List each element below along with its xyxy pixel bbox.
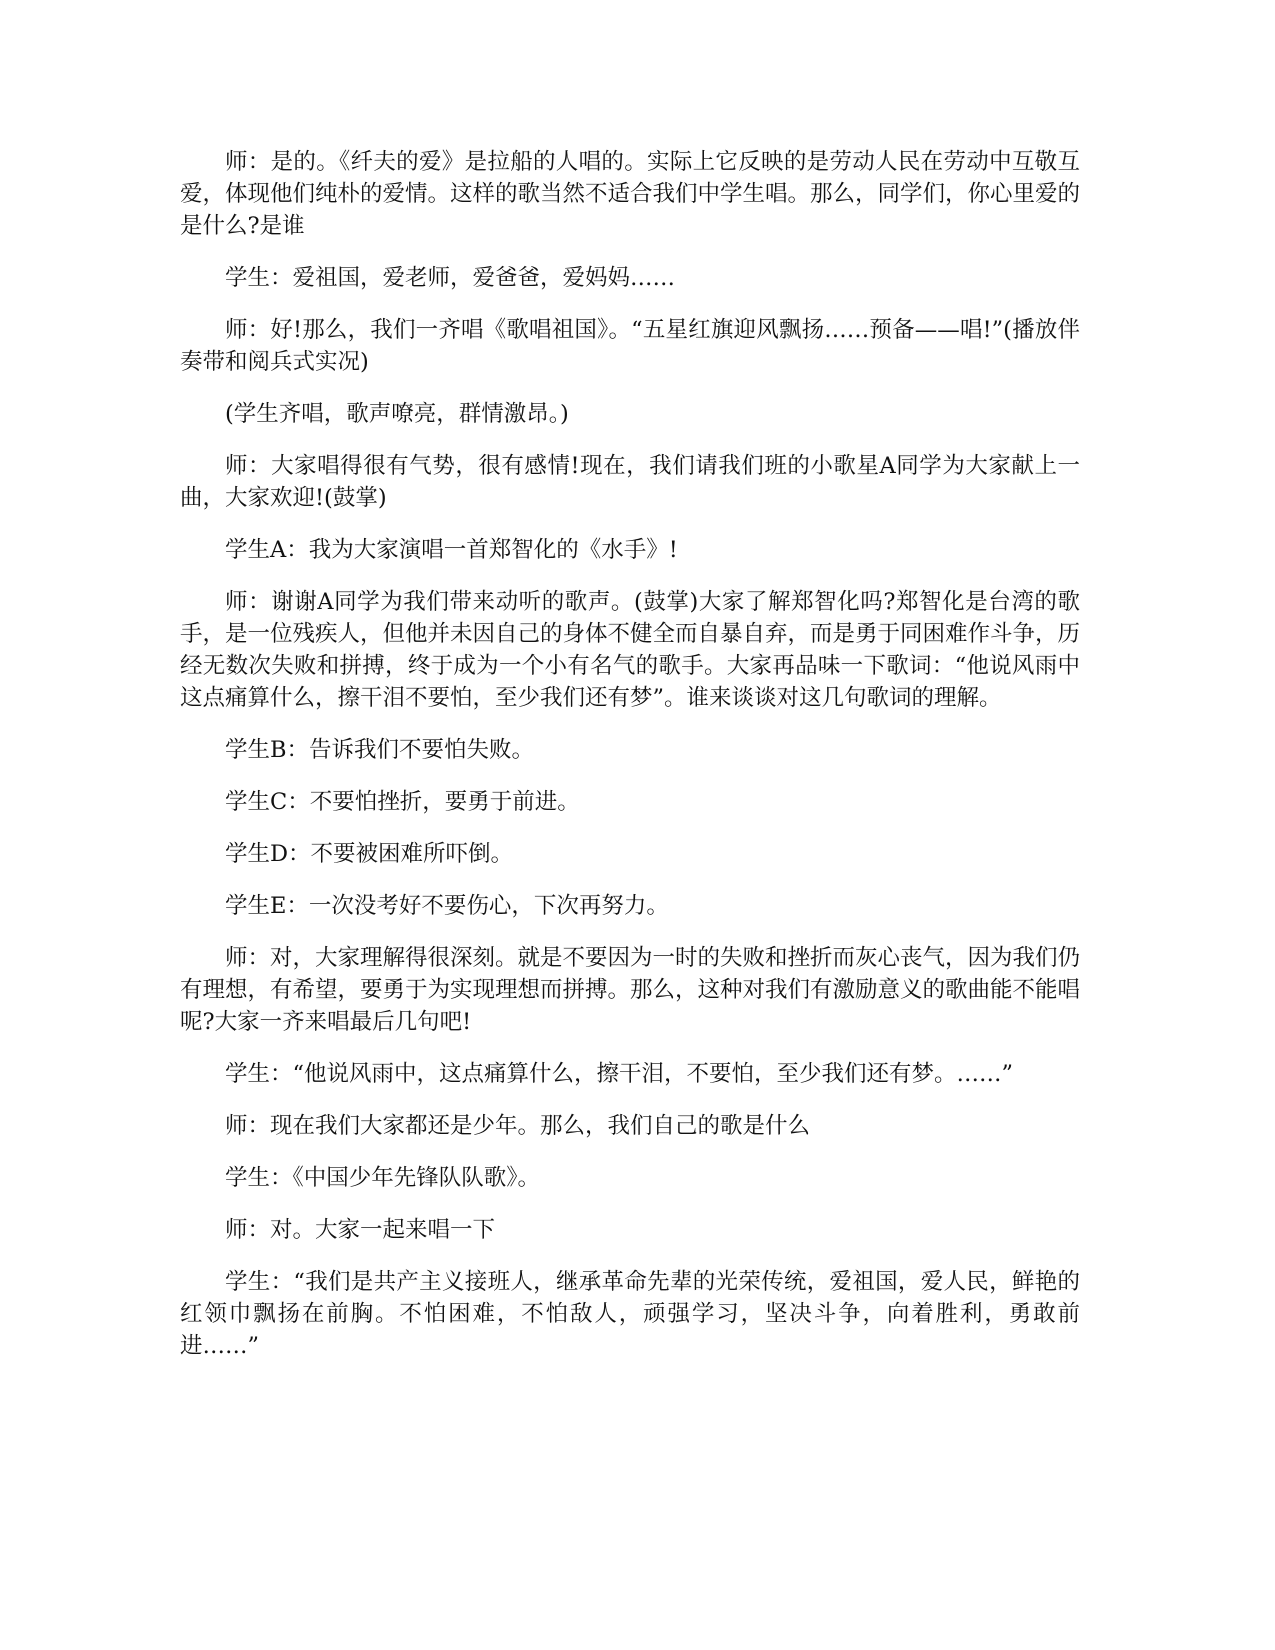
paragraph-students-pioneer: 学生：《中国少年先锋队队歌》。	[225, 1165, 541, 1191]
document-body	[180, 146, 1080, 1382]
paragraph-teacher-invite: 师：大家唱得很有气势，很有感情!现在，我们请我们班的小歌星A同学为大家献上一曲，大家欢迎!(鼓掌)	[180, 453, 1080, 511]
paragraph-student-b: 学生B：告诉我们不要怕失败。	[225, 737, 535, 763]
paragraph-teacher-youth: 师：现在我们大家都还是少年。那么，我们自己的歌是什么	[225, 1113, 811, 1139]
paragraph-teacher-sing-motherland: 师：好!那么，我们一齐唱《歌唱祖国》。“五星红旗迎风飘扬……预备——唱!”(播放伴奏带和阅兵式实况)	[180, 317, 1080, 375]
paragraph-teacher-sing-together: 师：对。大家一起来唱一下	[225, 1217, 496, 1243]
paragraph-student-answer: 学生：爱祖国，爱老师，爱爸爸，爱妈妈……	[225, 265, 676, 291]
paragraph-student-e: 学生E：一次没考好不要伤心，下次再努力。	[225, 893, 669, 919]
paragraph-student-d: 学生D：不要被困难所吓倒。	[225, 841, 514, 867]
paragraph-students-sing: 学生：“他说风雨中，这点痛算什么，擦干泪，不要怕，至少我们还有梦。……”	[225, 1061, 1014, 1087]
paragraph-students-anthem: 学生：“我们是共产主义接班人，继承革命先辈的光荣传统，爱祖国，爱人民，鲜艳的红领巾飘扬在前胸。不怕困难，不怕敌人，顽强学习，坚决斗争，向着胜利，勇敢前进……”	[180, 1269, 1080, 1359]
paragraph-stage-direction: (学生齐唱，歌声嘹亮，群情激昂。)	[225, 401, 569, 427]
paragraph-teacher-intro: 师：是的。《纤夫的爱》是拉船的人唱的。实际上它反映的是劳动人民在劳动中互敬互爱，体现他们纯朴的爱情。这样的歌当然不适合我们中学生唱。那么，同学们，你心里爱的是什么?是谁	[180, 149, 1081, 239]
paragraph-student-a: 学生A：我为大家演唱一首郑智化的《水手》!	[225, 537, 678, 563]
paragraph-student-c: 学生C：不要怕挫折，要勇于前进。	[225, 789, 580, 815]
paragraph-teacher-zheng: 师：谢谢A同学为我们带来动听的歌声。(鼓掌)大家了解郑智化吗?郑智化是台湾的歌手，是一位残疾人，但他并未因自己的身体不健全而自暴自弃，而是勇于同困难作斗争，历经无数次失败和拼搏，终于成为一个小有名气的歌手。大家再品味一下歌词：“他说风雨中这点痛算什么，擦干泪不要怕，至少我们还有梦”。谁来谈谈对这几句歌词的理解。	[180, 589, 1081, 711]
paragraph-teacher-summary: 师：对，大家理解得很深刻。就是不要因为一时的失败和挫折而灰心丧气，因为我们仍有理想，有希望，要勇于为实现理想而拼搏。那么，这种对我们有激励意义的歌曲能不能唱呢?大家一齐来唱最后几句吧!	[180, 945, 1081, 1035]
